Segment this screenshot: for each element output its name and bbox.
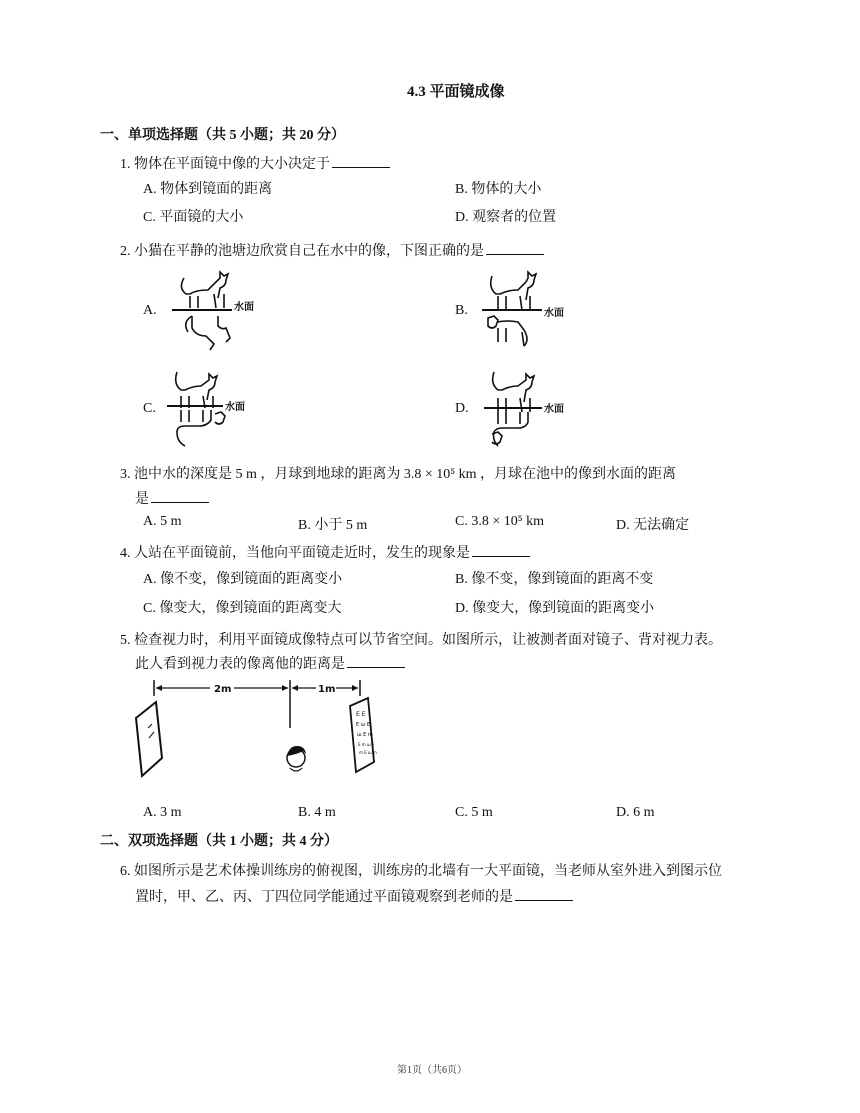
cat-reflection-icon bbox=[492, 412, 528, 446]
section-heading-double-choice: 二、双项选择题（共 1 小题；共 4 分） bbox=[100, 834, 338, 849]
q5-option-b: B. 4 m bbox=[298, 805, 336, 820]
distance-2m-label: 2m bbox=[214, 684, 232, 695]
q2-option-a: A. bbox=[143, 303, 157, 318]
water-surface-label: 水面 bbox=[234, 302, 254, 313]
question-3-line-2 bbox=[135, 488, 209, 508]
answer-blank bbox=[486, 242, 544, 255]
q4-option-d: D. 像变大，像到镜面的距离变小 bbox=[455, 601, 655, 616]
cat-reflection-figure-d bbox=[482, 368, 582, 448]
page-footer: 第1页（共6页） bbox=[397, 1065, 467, 1076]
q1-option-a: A. 物体到镜面的距离 bbox=[143, 182, 273, 197]
answer-blank bbox=[332, 155, 390, 168]
water-surface-label: 水面 bbox=[544, 404, 564, 415]
cat-icon bbox=[181, 272, 228, 308]
water-surface-label: 水面 bbox=[225, 402, 245, 413]
answer-blank bbox=[151, 490, 209, 503]
question-3-line-1: 3. 池中水的深度是 5 m ，月球到地球的距离为 3.8 × 10⁵ km ，月球在池中的像到水面的距离 bbox=[120, 467, 677, 482]
section-heading-single-choice: 一、单项选择题（共 5 小题；共 20 分） bbox=[100, 128, 345, 143]
q1-option-c: C. 平面镜的大小 bbox=[143, 210, 244, 225]
page-title: 4.3 平面镜成像 bbox=[407, 84, 505, 100]
svg-text:ш E m: ш E m bbox=[357, 732, 373, 738]
cat-icon bbox=[493, 372, 534, 412]
q4-option-b: B. 像不变，像到镜面的距离不变 bbox=[455, 572, 654, 587]
cat-reflection-figure-c bbox=[165, 368, 265, 448]
q5-option-d: D. 6 m bbox=[616, 805, 655, 820]
svg-text:E ш E: E ш E bbox=[356, 722, 371, 728]
question-6-line-2 bbox=[135, 886, 573, 906]
cat-reflection-icon bbox=[186, 316, 230, 350]
person-head-icon bbox=[287, 746, 306, 771]
question-2-stem: 2. 小猫在平静的池塘边欣赏自己在水中的像，下图正确的是 bbox=[120, 244, 484, 259]
answer-blank bbox=[472, 544, 530, 557]
eye-chart-icon bbox=[350, 698, 377, 772]
q4-option-a: A. 像不变，像到镜面的距离变小 bbox=[143, 572, 343, 587]
q3-option-c: C. 3.8 × 10⁵ km bbox=[455, 514, 545, 529]
question-6-stem-end: 置时，甲、乙、丙、丁四位同学能通过平面镜观察到老师的是 bbox=[135, 890, 513, 905]
question-3-stem-end: 是 bbox=[135, 492, 149, 507]
q5-option-c: C. 5 m bbox=[455, 805, 493, 820]
cat-reflection-icon bbox=[177, 410, 225, 446]
answer-blank bbox=[347, 655, 405, 668]
q3-option-b: B. 小于 5 m bbox=[298, 518, 368, 533]
question-1-stem: 1. 物体在平面镜中像的大小决定于 bbox=[120, 157, 330, 172]
water-surface-label: 水面 bbox=[544, 308, 564, 319]
svg-text:m E ш m: m E ш m bbox=[359, 750, 377, 755]
cat-reflection-icon bbox=[488, 316, 527, 346]
mirror-icon bbox=[136, 702, 162, 776]
question-5-stem-end: 此人看到视力表的像离他的距离是 bbox=[135, 657, 345, 672]
q2-option-d: D. bbox=[455, 401, 469, 416]
svg-text:E m ш E: E m ш E bbox=[358, 742, 375, 747]
q1-option-d: D. 观察者的位置 bbox=[455, 210, 557, 225]
answer-blank bbox=[515, 888, 573, 901]
question-2 bbox=[120, 240, 544, 260]
question-6-line-1: 6. 如图所示是艺术体操训练房的俯视图，训练房的北墙有一大平面镜，当老师从室外进入到图示位 bbox=[120, 864, 722, 879]
question-5-line-2 bbox=[135, 653, 405, 673]
q4-option-c: C. 像变大，像到镜面的距离变大 bbox=[143, 601, 342, 616]
q5-option-a: A. 3 m bbox=[143, 805, 182, 820]
cat-reflection-figure-b bbox=[480, 270, 580, 356]
svg-text:E E: E E bbox=[356, 711, 366, 718]
q3-option-d: D. 无法确定 bbox=[616, 518, 690, 533]
eye-test-figure bbox=[130, 676, 390, 786]
question-4 bbox=[120, 542, 530, 562]
question-5-line-1: 5. 检查视力时，利用平面镜成像特点可以节省空间。如图所示，让被测者面对镜子、背对视力表。 bbox=[120, 633, 722, 648]
question-4-stem: 4. 人站在平面镜前，当他向平面镜走近时，发生的现象是 bbox=[120, 546, 470, 561]
q1-option-b: B. 物体的大小 bbox=[455, 182, 542, 197]
cat-icon bbox=[176, 372, 217, 408]
q2-option-c: C. bbox=[143, 401, 156, 416]
question-1 bbox=[120, 153, 390, 173]
q2-option-b: B. bbox=[455, 303, 468, 318]
cat-reflection-figure-a bbox=[170, 270, 270, 352]
q3-option-a: A. 5 m bbox=[143, 514, 182, 529]
distance-1m-label: 1m bbox=[318, 684, 336, 695]
cat-icon bbox=[491, 272, 536, 310]
